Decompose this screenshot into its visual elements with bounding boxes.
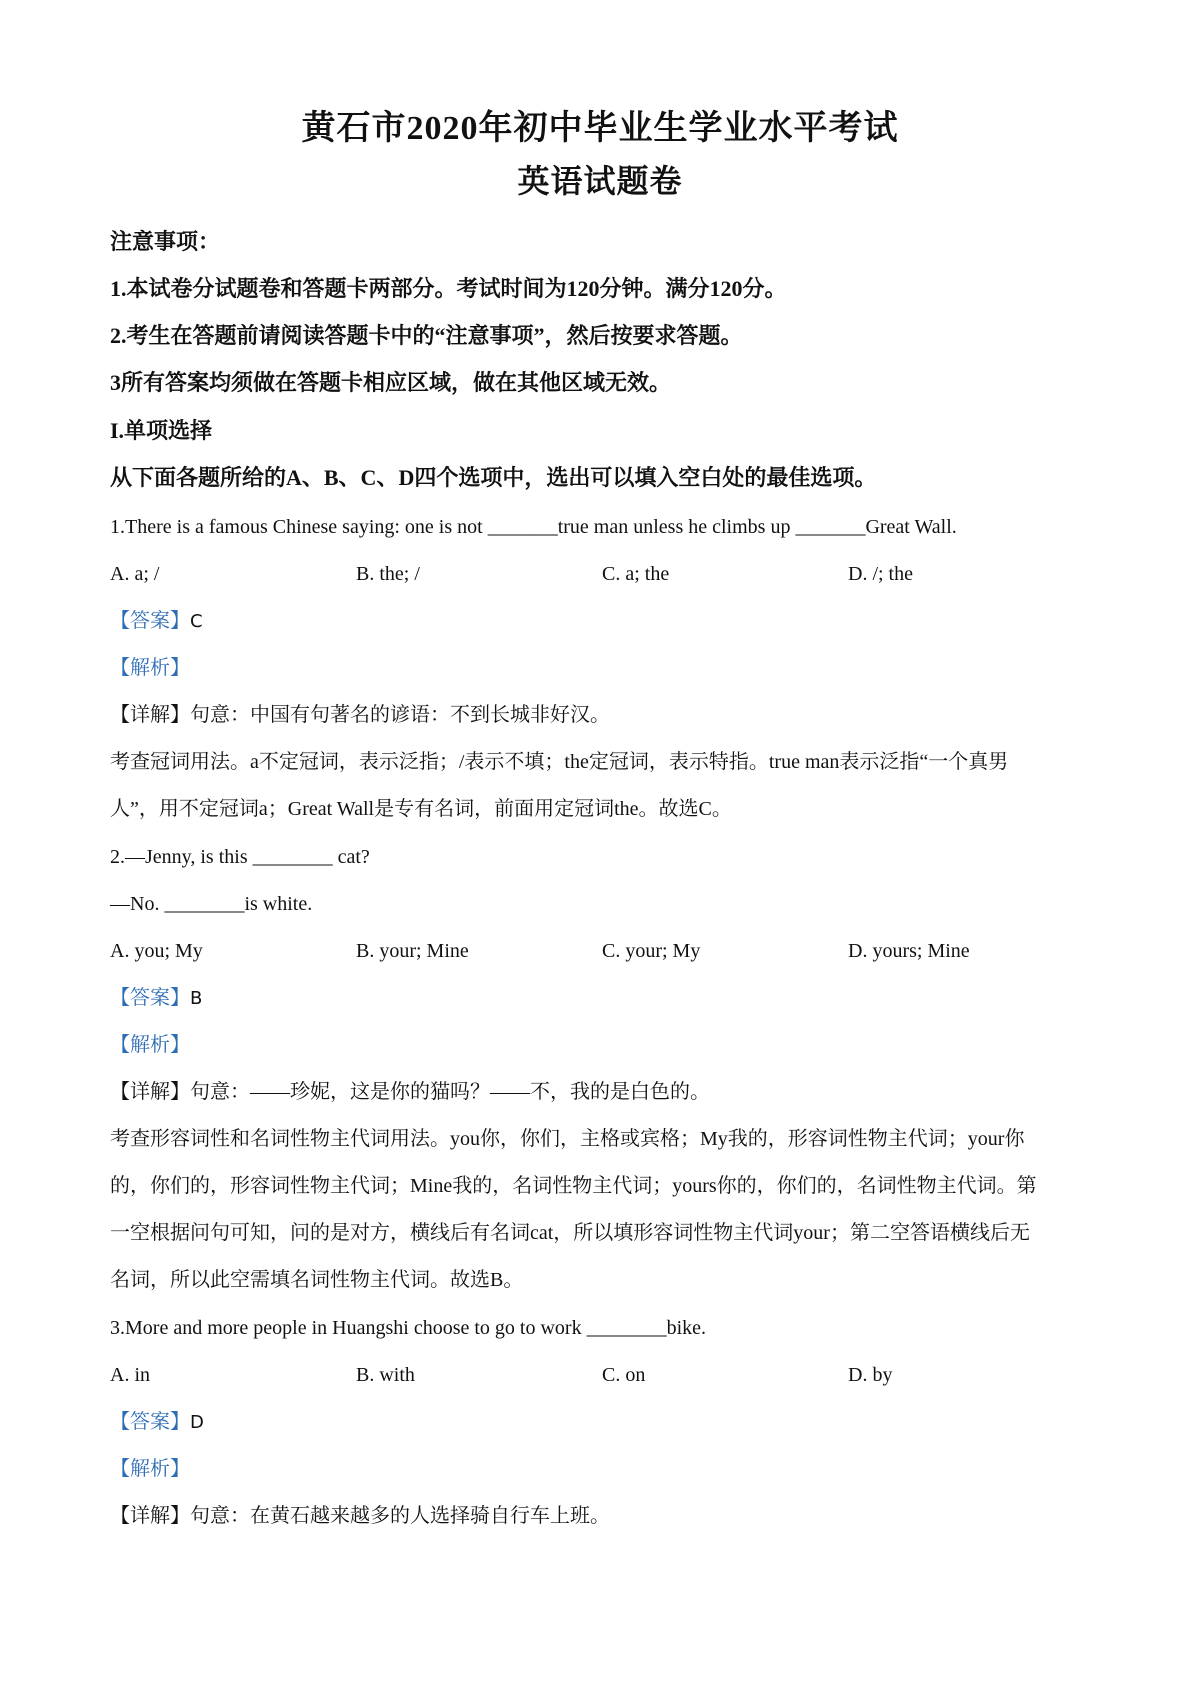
exam-title: 黄石市2020年初中毕业生学业水平考试 xyxy=(301,110,899,147)
answer-tag: 【答案】 xyxy=(110,1411,190,1433)
exam-subtitle: 英语试题卷 xyxy=(517,163,683,199)
detail-line: 人”，用不定冠词a；Great Wall是专有名词，前面用定冠词the。故选C。 xyxy=(110,798,732,820)
option-a: A. a; / xyxy=(110,563,160,585)
option-d: D. by xyxy=(848,1364,893,1386)
note-item: 1.本试卷分试题卷和答题卡两部分。考试时间为120分钟。满分120分。 xyxy=(110,276,787,301)
detail-line: 【详解】句意：——珍妮，这是你的猫吗？——不，我的是白色的。 xyxy=(110,1081,710,1103)
analysis-tag: 【解析】 xyxy=(110,1458,190,1480)
option-c: C. a; the xyxy=(602,563,670,585)
section-title: I.单项选择 xyxy=(110,418,213,443)
question-stem: —No. ________is white. xyxy=(110,893,313,915)
note-item: 3所有答案均须做在答题卡相应区域，做在其他区域无效。 xyxy=(110,370,672,395)
option-d: D. yours; Mine xyxy=(848,940,970,962)
analysis-tag: 【解析】 xyxy=(110,1034,190,1056)
detail-line: 的，你们的，形容词性物主代词；Mine我的，名词性物主代词；yours你的，你们的，名词性物主代词。第 xyxy=(110,1175,1037,1197)
answer-line xyxy=(110,1408,1100,1437)
option-a: A. you; My xyxy=(110,940,203,962)
answer-line xyxy=(110,984,1100,1013)
detail-line: 考查形容词性和名词性物主代词用法。you你，你们，主格或宾格；My我的，形容词性物主代词；your你 xyxy=(110,1128,1025,1150)
option-b: B. your; Mine xyxy=(356,940,469,962)
answer-tag: 【答案】 xyxy=(110,610,190,632)
detail-line: 一空根据问句可知，问的是对方，横线后有名词cat，所以填形容词性物主代词your；第二空答语横线后无 xyxy=(110,1222,1030,1244)
answer-line xyxy=(110,607,1100,636)
analysis-tag: 【解析】 xyxy=(110,657,190,679)
option-c: C. your; My xyxy=(602,940,701,962)
detail-line: 考查冠词用法。a不定冠词，表示泛指；/表示不填；the定冠词，表示特指。true man表示泛指“一个真男 xyxy=(110,751,1009,773)
answer-value: D xyxy=(190,1412,204,1433)
answer-tag: 【答案】 xyxy=(110,987,190,1009)
section-instruction: 从下面各题所给的A、B、C、D四个选项中，选出可以填入空白处的最佳选项。 xyxy=(110,465,877,490)
answer-value: C xyxy=(190,611,203,632)
detail-line: 名词，所以此空需填名词性物主代词。故选B。 xyxy=(110,1269,524,1291)
option-d: D. /; the xyxy=(848,563,913,585)
option-a: A. in xyxy=(110,1364,150,1386)
answer-value: B xyxy=(190,988,203,1009)
option-b: B. with xyxy=(356,1364,415,1386)
question-stem: 1.There is a famous Chinese saying: one is not _______true man unless he climbs up _______Great Wall. xyxy=(110,516,957,538)
option-c: C. on xyxy=(602,1364,646,1386)
detail-line: 【详解】句意：在黄石越来越多的人选择骑自行车上班。 xyxy=(110,1505,610,1527)
question-stem: 2.—Jenny, is this ________ cat? xyxy=(110,846,370,868)
notes-heading: 注意事项： xyxy=(110,229,221,254)
note-item: 2.考生在答题前请阅读答题卡中的“注意事项”，然后按要求答题。 xyxy=(110,323,743,348)
question-stem: 3.More and more people in Huangshi choose to go to work ________bike. xyxy=(110,1317,707,1339)
option-b: B. the; / xyxy=(356,563,420,585)
detail-line: 【详解】句意：中国有句著名的谚语：不到长城非好汉。 xyxy=(110,704,610,726)
